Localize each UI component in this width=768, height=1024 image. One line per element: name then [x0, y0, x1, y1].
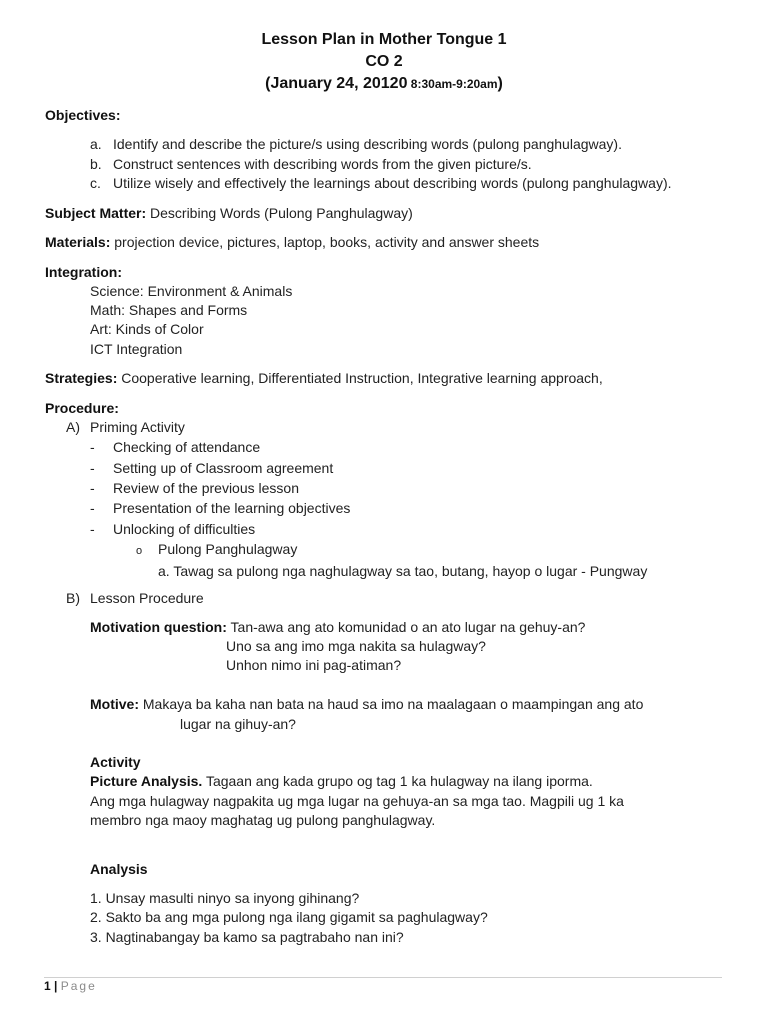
picture-analysis-text: Tagaan ang kada grupo og tag 1 ka hulagway na ilang iporma.: [202, 773, 593, 789]
motivation-line: [90, 618, 585, 637]
objective-marker-b: b.: [90, 156, 102, 172]
motive-label: Motive:: [90, 696, 139, 712]
integration-heading: Integration:: [45, 264, 122, 280]
subject-matter-text: Describing Words (Pulong Panghulagway): [146, 205, 413, 221]
motivation-question: Unhon nimo ini pag-atiman?: [226, 657, 402, 673]
objective-item-c: Utilize wisely and effectively the learnings about describing words (pulong panghulagway).: [113, 175, 672, 191]
integration-item: ICT Integration: [90, 341, 183, 357]
lesson-time: 8:30am-9:20am: [407, 77, 498, 91]
list-item-text: Presentation of the learning objectives: [113, 500, 351, 516]
procedure-b-marker: B): [66, 590, 80, 606]
dash-bullet: -: [90, 521, 95, 537]
co-label: CO 2: [365, 53, 403, 70]
motive-text-cont: lugar na gihuy-an?: [180, 716, 296, 732]
activity-heading: Activity: [90, 754, 141, 770]
integration-item: Math: Shapes and Forms: [90, 302, 248, 318]
integration-item: Science: Environment & Animals: [90, 283, 293, 299]
sub-list-item-text: Pulong Panghulagway: [158, 541, 298, 557]
list-item-text: Review of the previous lesson: [113, 480, 299, 496]
procedure-heading: Procedure:: [45, 400, 119, 416]
motivation-question: Uno sa ang imo mga nakita sa hulagway?: [226, 638, 486, 654]
dash-bullet: -: [90, 500, 95, 516]
lesson-date: January 24, 20120: [270, 75, 408, 92]
objective-marker-c: c.: [90, 175, 101, 191]
materials-label: Materials:: [45, 234, 111, 250]
title-block: [0, 29, 768, 95]
integration-item: Art: Kinds of Color: [90, 321, 204, 337]
definition-line: a. Tawag sa pulong nga naghulagway sa tao, butang, hayop o lugar - Pungway: [158, 563, 648, 579]
page-number: 1: [44, 979, 51, 993]
list-item-text: Checking of attendance: [113, 439, 261, 455]
procedure-a-title: Priming Activity: [90, 419, 185, 435]
date-close-paren: ): [497, 75, 503, 92]
procedure-a-marker: A): [66, 419, 80, 435]
materials-text: projection device, pictures, laptop, books, activity and answer sheets: [110, 234, 540, 250]
page-label: Page: [60, 979, 97, 993]
list-item-text: Unlocking of difficulties: [113, 521, 256, 537]
objective-marker-a: a.: [90, 136, 102, 152]
dash-bullet: -: [90, 480, 95, 496]
dash-bullet: -: [90, 439, 95, 455]
analysis-heading: Analysis: [90, 861, 148, 877]
strategies-text: Cooperative learning, Differentiated Instruction, Integrative learning approach,: [117, 370, 603, 386]
motivation-text: Tan-awa ang ato komunidad o an ato lugar na gehuy-an?: [230, 619, 586, 635]
motivation-label: Motivation question:: [90, 619, 227, 635]
lesson-title: Lesson Plan in Mother Tongue 1: [261, 31, 507, 48]
subject-matter-label: Subject Matter:: [45, 205, 147, 221]
materials-line: [45, 233, 539, 252]
procedure-b-title: Lesson Procedure: [90, 590, 204, 606]
analysis-question: 3. Nagtinabangay ba kamo sa pagtrabaho nan ini?: [90, 929, 404, 945]
activity-text: Ang mga hulagway nagpakita ug mga lugar na gehuya-an sa mga tao. Magpili ug 1 ka: [90, 793, 624, 809]
activity-text: membro nga maoy maghatag ug pulong panghulagway.: [90, 812, 436, 828]
analysis-question: 1. Unsay masulti ninyo sa inyong gihinang?: [90, 890, 360, 906]
page-footer: [44, 979, 97, 993]
analysis-question: 2. Sakto ba ang mga pulong nga ilang gigamit sa paghulagway?: [90, 909, 488, 925]
strategies-label: Strategies:: [45, 370, 118, 386]
picture-analysis-label: Picture Analysis.: [90, 773, 203, 789]
motive-text: Makaya ba kaha nan bata na haud sa imo na maalagaan o maampingan ang ato: [139, 696, 644, 712]
lesson-date-line: [0, 73, 768, 95]
subject-matter-line: [45, 204, 413, 223]
page-separator: |: [50, 979, 61, 993]
list-item-text: Setting up of Classroom agreement: [113, 460, 334, 476]
objectives-heading: Objectives:: [45, 107, 121, 123]
motive-line: [90, 695, 643, 714]
footer-divider: [44, 977, 722, 978]
objective-item-b: Construct sentences with describing words from the given picture/s.: [113, 156, 532, 172]
date-open-paren: (: [265, 75, 271, 92]
picture-analysis-line: [90, 772, 593, 791]
strategies-line: [45, 369, 603, 388]
circle-bullet: o: [136, 545, 143, 557]
dash-bullet: -: [90, 460, 95, 476]
objective-item-a: Identify and describe the picture/s using describing words (pulong panghulagway).: [113, 136, 622, 152]
